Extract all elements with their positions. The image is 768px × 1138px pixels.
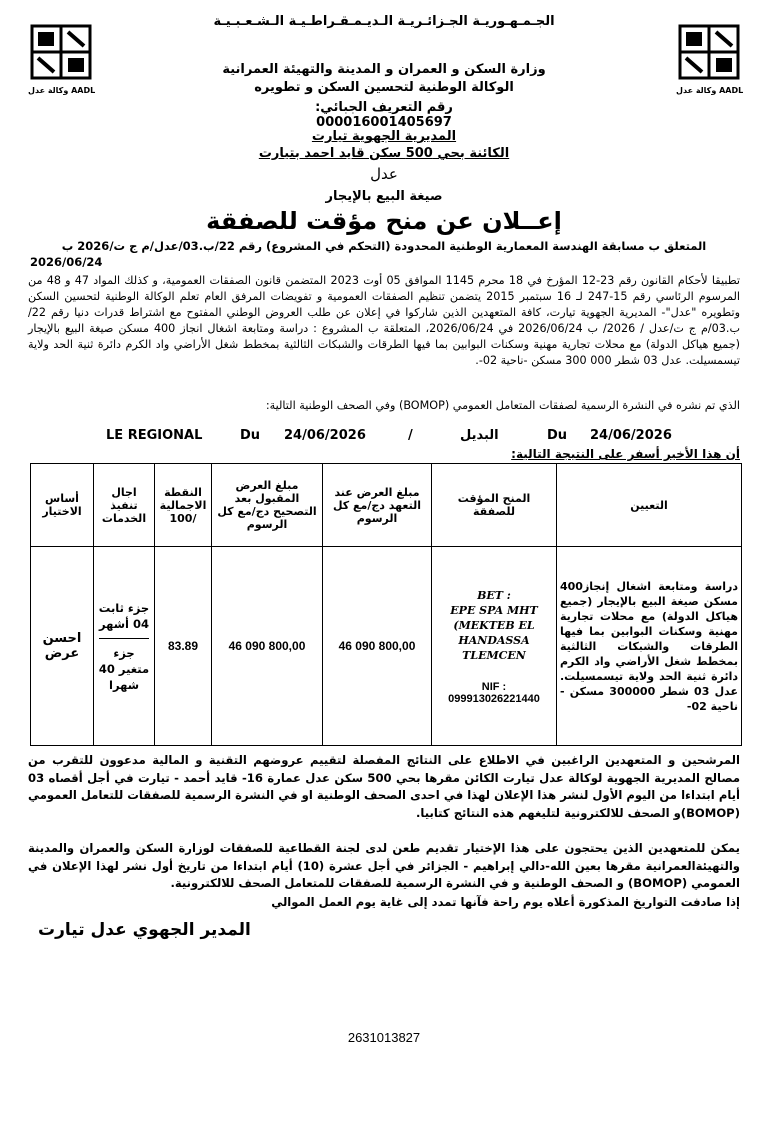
cell-score: 83.89 — [155, 547, 212, 746]
cell-designation: دراسة ومتابعة اشغال إنجاز400 مسكن صيغة البيع بالإيجار (جميع هياكل الدولة) مع محلات تجارية مهنية وسكنات البوابين بما فيها الطرقات والشبكات الثالثية بمخطط شغل الأراضي واد الكرم دائرة ثنية الحد ولاية تيسمسيلت. عدل 03 شطر 300000 مسكن - ناحية 02- — [557, 547, 742, 746]
col-score: النقطة الاجمالية /100 — [155, 464, 212, 547]
tax-id-value: 000016001405697 — [316, 115, 452, 130]
awardee-line-5: TLEMCEN — [462, 648, 526, 662]
signature: المدير الجهوي عدل تيارت — [38, 920, 251, 940]
aadl-logo-icon — [28, 22, 94, 84]
award-table — [30, 463, 742, 746]
col-designation: التعيين — [557, 464, 742, 547]
col-awardee: المنح المؤقت للصفقة — [432, 464, 557, 547]
col-delay: اجال تنفيذ الخدمات — [94, 464, 155, 547]
col-accepted-amount: مبلغ العرض المقبول بعد التصحيح دج/مع كل الرسوم — [212, 464, 323, 547]
cell-basis: احسن عرض — [31, 547, 94, 746]
closing-paragraph-2: يمكن للمتعهدين الذين يحتجون على هذا الإختيار تقديم طعن لدى لجنة القطاعية للصفقات لوزارة السكن والعمران والمدينة والتهيئةالعمرانية مقرها بعين الله-دالي إبراهيم - الجزائر في أجل عشرة (10) أيام ابتداءا من تاريخ أول نشر لهذا الإعلان في العمومي (BOMOP) و الصحف الوطنية و في النشرة الرسمية للصفقات للمتعامل الصحف للالكترونية. — [28, 841, 740, 890]
awardee-line-2: EPE SPA MHT — [450, 603, 538, 617]
republic-title: الجـمـهـوريـة الجـزائـريـة الـديـمـقـراطـيـة الـشـعـبـيـة — [213, 14, 555, 29]
tax-id — [110, 100, 658, 115]
sale-formula: صيغة البيع بالإيجار — [325, 189, 443, 204]
closing-paragraph-1: المرشحين و المتعهدين الراغبين في الاطلاع على النتائج المفصلة لتقييم عروضهم التقنية و المالية مدعوون للتقرب من مصالح المديرية الجهوية لوكالة عدل تيارت الكائن مقرها بحي 500 سكن عدل عمارة 16- قايد أحمد - تيارت في أجل أقصاه 03 أيام ابتداءا من اليوم الأول لنشر هذا الإعلان لهذا في احدى الصحف الوطنية او في النشرة الرسمية للصفقات للتعامل العمومي (BOMOP)و الصحف للالكترونية لتليغهم هذه النتائج كتابيا. — [28, 753, 740, 820]
subject-date: 2026/06/24 — [30, 255, 103, 269]
newspaper-2-date: 24/06/2026 — [590, 428, 672, 443]
delay-fixed: جزء ثابت 04 أشهر — [98, 600, 150, 631]
subject-line: المتعلق ب مسابقة الهندسة المعمارية الوطنية المحدودة (التحكم في المشروع) رقم 22/ب.03/عدل/م ج ت/2026 ب — [61, 239, 707, 253]
tax-id-label: رقم التعريف الجبائي: — [315, 100, 453, 115]
publication-line: الذي تم نشره في النشرة الرسمية لصفقات المتعامل العمومي (BOMOP) وفي الصحف الوطنية التالية: — [265, 399, 740, 412]
closing-paragraph-3: إذا صادفت التواريخ المذكورة أعلاه يوم راحة فآنها تمدد إلى غاية يوم العمل الموالي — [271, 895, 740, 909]
aadl-logo-right — [676, 22, 744, 95]
separator: / — [408, 428, 413, 443]
document-code: 2631013827 — [347, 1030, 421, 1045]
awardee-line-1: BET : — [477, 588, 511, 602]
delay-divider — [99, 638, 149, 639]
awardee-nif-label: NIF : — [481, 680, 507, 693]
newspaper-1-date: 24/06/2026 — [284, 428, 366, 443]
newspaper-2-du: Du — [547, 428, 568, 443]
agency-name: الوكالة الوطنية لتحسين السكن و تطويره — [254, 80, 514, 95]
awardee-nif-value: 099913026221440 — [448, 692, 540, 705]
newspapers-line — [22, 428, 742, 446]
table-row — [31, 547, 742, 746]
newspaper-2-name: البديل — [460, 428, 499, 443]
table-header-row — [31, 464, 742, 547]
cell-bid-amount: 46 090 800,00 — [323, 547, 432, 746]
ministry-name: وزارة السكن و العمران و المدينة والتهيئة العمرانية — [222, 62, 546, 77]
notice-title: إعــلان عن منح مؤقت للصفقة — [206, 207, 562, 235]
cell-delay — [94, 547, 155, 746]
intro-paragraph: تطبيقا لأحكام القانون رقم 23-12 المؤرخ في 18 محرم 1145 الموافق 05 أوت 2023 المتضمن قانون الصفقات العمومية، و كذلك المواد 47 و 48 من المرسوم الرئاسي رقم 15-247 لـ 16 سبتمبر 2015 يتضمن تنظيم الصفقات العمومية و تفويضات المرفق العام تعلم الوكالة الوطنية لتحسين السكن وتطويره "عدل"- المديرية الجهوية تيارت، كافة المتعهدين الذين شاركوا في إعلان عن طلب العروض الوطني المفتوح مع اشتراط قدرات دنيا رقم 22/ب.03/م ج ت/عدل / 2026/ ب 2026/06/24 في 2026/06/24، المتعلقة ب المشروع : دراسة ومتابعة اشغال انجاز 400 مسكن صيغة البيع بالإيجار (جميع هياكل الدولة) مع محلات تجارية مهنية وسكنات البوابين بما فيها الطرقات والشبكات الثالثية بمخطط شغل الأراضي واد الكرم دائرة ثنية الحد ولاية تيسمسيلت. عدل 03 شطر 000 300 مسكن -ناحية 02-. — [28, 274, 741, 367]
awardee-line-3: (MEKTEB EL — [453, 618, 535, 632]
regional-directorate: المديرية الجهوية تيارت — [311, 129, 457, 144]
col-bid-amount: مبلغ العرض عند التعهد دج/مع كل الرسوم — [323, 464, 432, 547]
aadl-logo-icon — [676, 22, 742, 84]
result-line: أن هذا الأخير أسفر على النتيجة التالية: — [511, 447, 740, 461]
newspaper-1-name: LE REGIONAL — [106, 428, 203, 443]
aadl-logo-left — [28, 22, 96, 95]
logo-caption: وكالة عدل AADL — [676, 86, 744, 95]
adl-label: عدل — [370, 165, 398, 183]
cell-accepted-amount: 46 090 800,00 — [212, 547, 323, 746]
newspaper-1-du: Du — [240, 428, 261, 443]
logo-caption: وكالة عدل AADL — [28, 86, 96, 95]
cell-awardee — [432, 547, 557, 746]
col-basis: أساس الاختيار — [31, 464, 94, 547]
delay-variable: جزء متغير 40 شهرا — [98, 645, 150, 692]
awardee-line-4: HANDASSA — [458, 633, 530, 647]
directorate-address: الكائنة بحي 500 سكن قايد احمد بتيارت — [258, 146, 510, 161]
